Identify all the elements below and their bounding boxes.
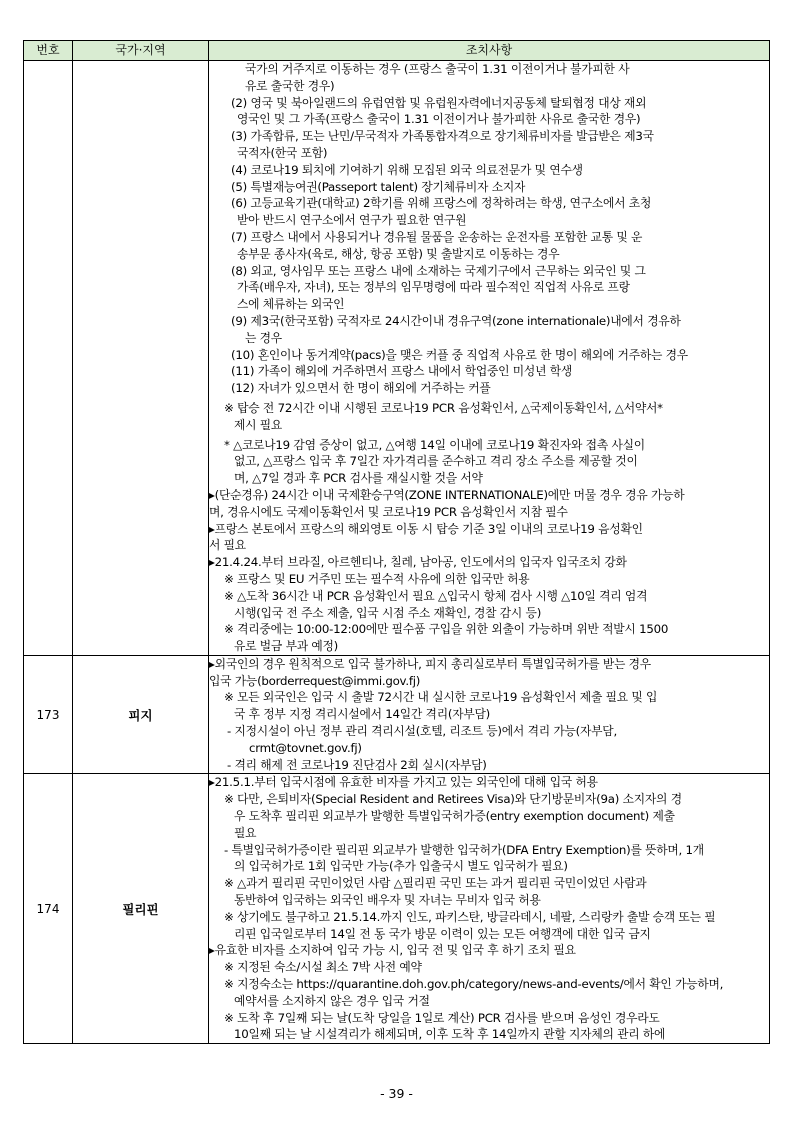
measure-line: 유로 벌금 부과 예정) bbox=[234, 639, 339, 654]
measure-line: ※ 탑승 전 72시간 이내 시행된 코로나19 PCR 음성확인서, △국제이동확인서, △서약서* bbox=[224, 400, 663, 415]
measure-line: - 특별입국허가증이란 필리핀 외교부가 발행한 입국허가(DFA Entry Exemption)를 뜻하며, 1개 bbox=[224, 842, 704, 857]
measure-line: ※ 다만, 은퇴비자(Special Resident and Retirees Visa)와 단기방문비자(9a) 소지자의 경 bbox=[224, 792, 682, 807]
measure-line: ▸유효한 비자를 소지하여 입국 가능 시, 입국 전 및 입국 후 하기 조치 필요 bbox=[209, 943, 576, 958]
row-measures-cell bbox=[209, 655, 770, 774]
measure-line: * △코로나19 감염 증상이 없고, △여행 14일 이내에 코로나19 확진자와 접촉 사실이 bbox=[224, 437, 645, 452]
table-row-philippines bbox=[24, 774, 770, 1044]
measure-line: 스에 체류하는 외국인 bbox=[237, 297, 345, 312]
row-number-cell bbox=[24, 61, 73, 656]
measure-line: 는 경우 bbox=[245, 330, 282, 345]
measure-line: (6) 고등교육기관(대학교) 2학기를 위해 프랑스에 정착하려는 학생, 연구소에서 초청 bbox=[231, 196, 652, 211]
measure-line: (4) 코로나19 퇴치에 기여하기 위해 모집된 외국 의료전문가 및 연수생 bbox=[231, 162, 583, 177]
measure-line: ※ △도착 36시간 내 PCR 음성확인서 필요 △입국시 항체 검사 시행 △10일 격리 엄격 bbox=[224, 588, 648, 603]
measure-line: ▸프랑스 본토에서 프랑스의 해외영토 이동 시 탑승 기준 3일 이내의 코로나19 음성확인 bbox=[209, 521, 643, 536]
measure-line: 우 도착후 필리핀 외교부가 발행한 특별입국허가증(entry exemption document) 제출 bbox=[234, 809, 675, 824]
measure-line: (10) 혼인이나 동거계약(pacs)을 맺은 커플 중 직업적 사유로 한 명이 해외에 거주하는 경우 bbox=[231, 347, 688, 362]
measure-line: (7) 프랑스 내에서 사용되거나 경유될 물품을 운송하는 운전자를 포함한 교통 및 운 bbox=[231, 229, 643, 244]
measure-line: (12) 자녀가 있으면서 한 명이 해외에 거주하는 커플 bbox=[231, 381, 491, 396]
measure-line: 며, 경유시에도 국제이동확인서 및 코로나19 PCR 음성확인서 지참 필수 bbox=[209, 504, 568, 519]
measure-line: 입국 가능(borderrequest@immi.gov.fj) bbox=[209, 673, 421, 688]
measure-line: 필요 bbox=[234, 825, 257, 840]
row-country-cell: 피지 bbox=[73, 655, 209, 774]
measure-line: 10일째 되는 날 시설격리가 해제되며, 이후 도착 후 14일까지 관할 지자체의 관리 하에 bbox=[234, 1027, 666, 1042]
row-number-cell: 173 bbox=[24, 655, 73, 774]
measure-line: ※ 상기에도 불구하고 21.5.14.까지 인도, 파키스탄, 방글라데시, 네팔, 스리랑카 출발 승객 또는 필 bbox=[224, 909, 716, 924]
measure-line: crmt@tovnet.gov.fj) bbox=[249, 740, 362, 755]
measure-line: ※ 프랑스 및 EU 거주민 또는 필수적 사유에 의한 입국만 허용 bbox=[224, 571, 530, 586]
measure-line: 동반하여 입국하는 외국인 배우자 및 자녀는 무비자 입국 허용 bbox=[234, 893, 541, 908]
measure-line: 시행(입국 전 주소 제출, 입국 시점 주소 재확인, 경찰 감시 등) bbox=[234, 605, 542, 620]
row-number-cell: 174 bbox=[24, 774, 73, 1044]
header-measures: 조치사항 bbox=[209, 41, 770, 61]
measure-line: 없고, △프랑스 입국 후 7일간 자가격리를 준수하고 격리 장소 주소를 제공할 것이 bbox=[234, 454, 638, 469]
row-country-cell bbox=[73, 61, 209, 656]
measure-line: 가족(배우자, 자녀), 또는 정부의 임무명령에 따라 필수적인 직업적 사유로 프랑 bbox=[237, 280, 630, 295]
measure-line: 국가의 거주지로 이동하는 경우 (프랑스 출국이 1.31 이전이거나 불가피한 사 bbox=[245, 62, 630, 76]
measure-line: (3) 가족합류, 또는 난민/무국적자 가족통합자격으로 장기체류비자를 발급받은 제3국 bbox=[231, 129, 654, 144]
measure-line: 서 필요 bbox=[209, 538, 246, 553]
measure-line: (11) 가족이 해외에 거주하면서 프랑스 내에서 학업중인 미성년 학생 bbox=[231, 364, 573, 379]
measure-line: (9) 제3국(한국포함) 국적자로 24시간이내 경유구역(zone internationale)내에서 경유하 bbox=[231, 313, 681, 328]
measure-line: - 격리 해제 전 코로나19 진단검사 2회 실시(자부담) bbox=[227, 757, 487, 772]
measure-line: - 지정시설이 아닌 정부 관리 격리시설(호텔, 리조트 등)에서 격리 가능(자부담, bbox=[227, 724, 617, 739]
measure-line: 예약서를 소지하지 않은 경우 입국 거절 bbox=[234, 993, 430, 1008]
measure-line: 영국인 및 그 가족(프랑스 출국이 1.31 이전이거나 불가피한 사유로 출국한 경우) bbox=[237, 112, 641, 127]
measure-line: ※ 도착 후 7일째 되는 날(도착 당일을 1일로 계산) PCR 검사를 받으며 음성인 경우라도 bbox=[224, 1010, 660, 1025]
header-number: 번호 bbox=[24, 41, 73, 61]
measure-line: 송부문 종사자(육로, 해상, 항공 포함) 및 출발지로 이동하는 경우 bbox=[237, 246, 560, 261]
header-country: 국가·지역 bbox=[73, 41, 209, 61]
measure-line: ※ 지정숙소는 https://quarantine.doh.gov.ph/category/news-and-events/에서 확인 가능하며, bbox=[224, 977, 724, 992]
measure-line: ▸(단순경유) 24시간 이내 국제환승구역(ZONE INTERNATIONALE)에만 머물 경우 경유 가능하 bbox=[209, 487, 685, 502]
measure-line: 국 후 정부 지정 격리시설에서 14일간 격리(자부담) bbox=[234, 707, 490, 722]
measure-line: ※ 격리중에는 10:00-12:00에만 필수품 구입을 위한 외출이 가능하며 위반 적발시 1500 bbox=[224, 622, 669, 637]
measure-line: ▸21.5.1.부터 입국시점에 유효한 비자를 가지고 있는 외국인에 대해 입국 허용 bbox=[209, 775, 598, 790]
measure-line: (5) 특별재능여권(Passeport talent) 장기체류비자 소지자 bbox=[231, 179, 526, 194]
row-measures-cell bbox=[209, 61, 770, 656]
measure-line: ▸외국인의 경우 원칙적으로 입국 불가하나, 피지 총리실로부터 특별입국허가를 받는 경우 bbox=[209, 656, 651, 671]
measure-line: 며, △7일 경과 후 PCR 검사를 재실시할 것을 서약 bbox=[234, 471, 483, 486]
measure-line: 받아 반드시 연구소에서 연구가 필요한 연구원 bbox=[237, 213, 467, 228]
measure-line: ▸21.4.24.부터 브라질, 아르헨티나, 칠레, 남아공, 인도에서의 입국자 입국조치 강화 bbox=[209, 555, 627, 570]
measures-table bbox=[23, 40, 770, 1044]
measure-line: 유로 출국한 경우) bbox=[245, 78, 335, 93]
measure-line: (2) 영국 및 북아일랜드의 유럽연합 및 유럽원자력에너지공동체 탈퇴협정 대상 재외 bbox=[231, 95, 647, 110]
measure-line: 국적자(한국 포함) bbox=[237, 145, 328, 160]
table-row-france-continued bbox=[24, 61, 770, 656]
table-row-fiji bbox=[24, 655, 770, 774]
measure-line: ※ 지정된 숙소/시설 최소 7박 사전 예약 bbox=[224, 960, 422, 975]
measure-line: 제시 필요 bbox=[234, 417, 283, 432]
measure-line: ※ △과거 필리핀 국민이었던 사람 △필리핀 국민 또는 과거 필리핀 국민이었던 사람과 bbox=[224, 876, 647, 891]
measure-line: 리핀 입국일로부터 14일 전 동 국가 방문 이력이 있는 모든 여행객에 대한 입국 금지 bbox=[234, 926, 651, 941]
measure-line: (8) 외교, 영사임무 또는 프랑스 내에 소재하는 국제기구에서 근무하는 외국인 및 그 bbox=[231, 263, 646, 278]
measure-line: ※ 모든 외국인은 입국 시 출발 72시간 내 실시한 코로나19 음성확인서 제출 필요 및 입 bbox=[224, 690, 658, 705]
row-measures-cell bbox=[209, 774, 770, 1044]
row-country-cell: 필리핀 bbox=[73, 774, 209, 1044]
page-number: - 39 - bbox=[380, 1086, 413, 1101]
measure-line: 의 입국허가로 1회 입국만 가능(추가 입출국시 별도 입국허가 필요) bbox=[234, 859, 568, 874]
table-header-row bbox=[24, 41, 770, 61]
